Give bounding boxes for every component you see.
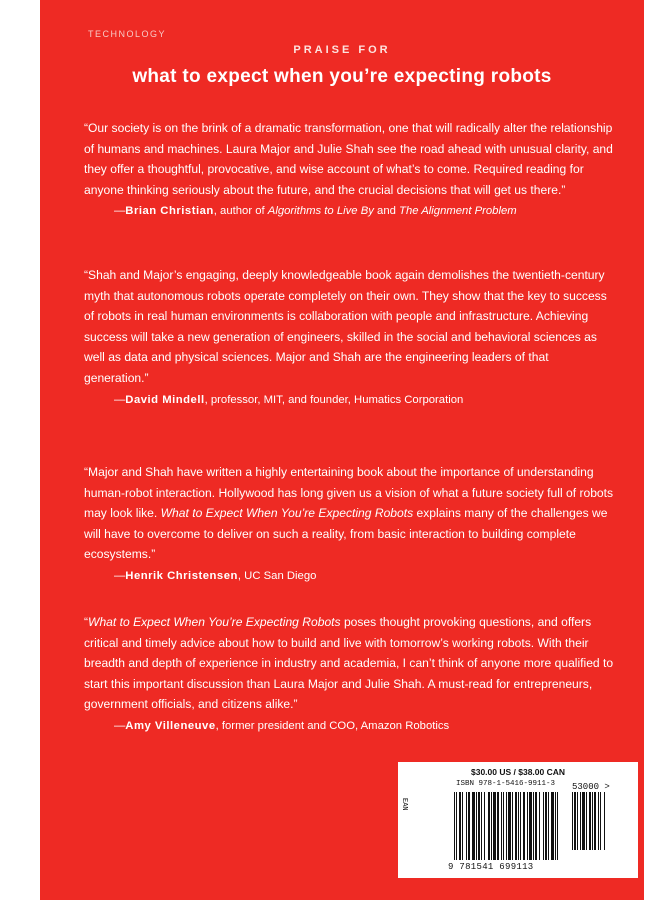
attribution-dash: — xyxy=(114,569,126,582)
attribution-role: , professor, MIT, and founder, Humatics Corporation xyxy=(204,393,464,406)
quote-text: “Our society is on the brink of a dramatic transformation, one that will radically alter the relationship of humans and machines. Laura Major and Julie Shah see the road ahead with unusual clarity, and they offer a thoughtful, provocative, and wise account of what’s to come. Required reading for anyone thinking seriously about the future, and the crucial decisions that will get us there.” xyxy=(84,121,613,197)
barcode-bar xyxy=(520,792,521,860)
book-title: what to expect when you’re expecting robots xyxy=(132,66,552,87)
quote-2 xyxy=(84,265,616,409)
barcode-bar xyxy=(497,792,499,860)
addon-barcode-icon xyxy=(572,792,622,852)
barcode-bar xyxy=(557,792,558,860)
barcode-bar xyxy=(586,792,587,850)
quote-text-part: explains many of the challenges we will have to overcome to deliver on such a reality, from basic interaction to building complete ecosystems.” xyxy=(84,506,608,562)
quote-1 xyxy=(84,118,616,220)
barcode-bar xyxy=(493,792,496,860)
barcode-bar xyxy=(466,792,467,860)
barcode-number: 9 781541 699113 xyxy=(448,862,534,872)
attribution xyxy=(84,202,616,220)
barcode-bar xyxy=(484,792,485,860)
barcode-bar xyxy=(545,792,547,860)
attribution-name: Amy Villeneuve xyxy=(125,719,216,732)
barcode-bar xyxy=(533,792,534,860)
barcode-bar xyxy=(543,792,544,860)
attribution-role: , former president and COO, Amazon Robotics xyxy=(215,719,450,732)
price-label: $30.00 US / $38.00 CAN xyxy=(470,767,566,777)
isbn-label: ISBN 978-1-5416-9911-3 xyxy=(456,780,556,788)
barcode-bar xyxy=(512,792,513,860)
attribution xyxy=(84,567,616,585)
quote-open-mark: “ xyxy=(84,615,89,629)
barcode-bar xyxy=(600,792,601,850)
barcode-bar xyxy=(580,792,581,850)
barcode-bar xyxy=(577,792,578,850)
barcode-bar xyxy=(476,792,477,860)
back-cover xyxy=(40,0,644,900)
barcode-bar xyxy=(539,792,540,860)
addon-number xyxy=(572,782,610,792)
barcode-bar xyxy=(459,792,461,860)
attribution-name: Henrik Christensen xyxy=(125,569,238,582)
praise-heading: PRAISE FOR xyxy=(293,44,391,56)
barcode-bar xyxy=(506,792,507,860)
barcode-panel xyxy=(398,762,638,878)
barcode-bar xyxy=(462,792,463,860)
barcode-icon xyxy=(454,792,566,862)
attribution-role: , UC San Diego xyxy=(237,569,317,582)
barcode-bar xyxy=(592,792,593,850)
barcode-bar xyxy=(527,792,528,860)
quote-book-title: What to Expect When You’re Expecting Robots xyxy=(88,615,341,629)
quote-text-part: “Major and Shah have written a highly entertaining book about the importance of understanding human-robot interaction. Hollywood has long given us a vision of what a future society full of robots may look like. xyxy=(84,465,614,521)
barcode-bar xyxy=(594,792,596,850)
barcode-bar xyxy=(454,792,455,860)
quote-text: “Shah and Major’s engaging, deeply knowledgeable book again demolishes the twentieth-century myth that autonomous robots operate completely on their own. They show that the key to success of robots in real human environments is collaboration with people and infrastructure. Achieving success will take a new generation of engineers, skilled in the social and behavioral sciences as well as data and physical sciences. Major and Shah are the engineering leaders of that generation.” xyxy=(84,268,607,385)
attribution-dash: — xyxy=(114,393,126,406)
barcode-bar xyxy=(481,792,482,860)
barcode-bar xyxy=(503,792,504,860)
attribution-name: Brian Christian xyxy=(125,205,214,218)
attribution-role: , author of xyxy=(213,205,268,218)
barcode-bar xyxy=(501,792,502,860)
attribution-name: David Mindell xyxy=(125,393,205,406)
ean-label: EAN xyxy=(400,798,408,811)
barcode-bar xyxy=(551,792,554,860)
attribution-dash: — xyxy=(114,719,126,732)
barcode-bar xyxy=(523,792,525,860)
addon-arrow: > xyxy=(604,782,610,792)
quote-text xyxy=(84,462,616,565)
barcode-bar xyxy=(529,792,532,860)
barcode-bar xyxy=(555,792,556,860)
barcode-bar xyxy=(491,792,492,860)
addon-digits: 53000 xyxy=(572,782,600,792)
attribution xyxy=(84,391,616,409)
attribution-dash: — xyxy=(114,205,126,218)
barcode-bar xyxy=(582,792,585,850)
barcode-bar xyxy=(572,792,573,850)
barcode-bar xyxy=(598,792,599,850)
barcode-bar xyxy=(518,792,519,860)
barcode-bar xyxy=(472,792,475,860)
barcode-bar xyxy=(548,792,549,860)
barcode-bar xyxy=(604,792,605,850)
attribution-book: The Alignment Problem xyxy=(399,205,517,218)
barcode-bar xyxy=(478,792,480,860)
category-label: TECHNOLOGY xyxy=(88,29,167,39)
barcode-bar xyxy=(488,792,490,860)
quote-3 xyxy=(84,462,616,585)
barcode-bar xyxy=(574,792,576,850)
barcode-bar xyxy=(589,792,591,850)
barcode-bar xyxy=(508,792,511,860)
quote-text-part: poses thought provoking questions, and offers critical and timely advice about how to build and live with tomorrow’s working robots. With their breadth and depth of experience in industry and academia, I can’t think of anyone more qualified to start this important discussion than Laura Major and Julie Shah. A must-read for entrepreneurs, government officials, and citizens alike.” xyxy=(84,615,614,712)
attribution xyxy=(84,717,616,735)
attribution-joiner: and xyxy=(373,205,400,218)
quote-4 xyxy=(84,612,616,735)
attribution-book: Algorithms to Live By xyxy=(267,205,374,218)
barcode-bar xyxy=(515,792,517,860)
quote-text xyxy=(84,612,616,715)
barcode-bar xyxy=(456,792,457,860)
quote-book-title: What to Expect When You’re Expecting Robots xyxy=(160,506,414,521)
barcode-bar xyxy=(468,792,470,860)
barcode-bar xyxy=(535,792,537,860)
